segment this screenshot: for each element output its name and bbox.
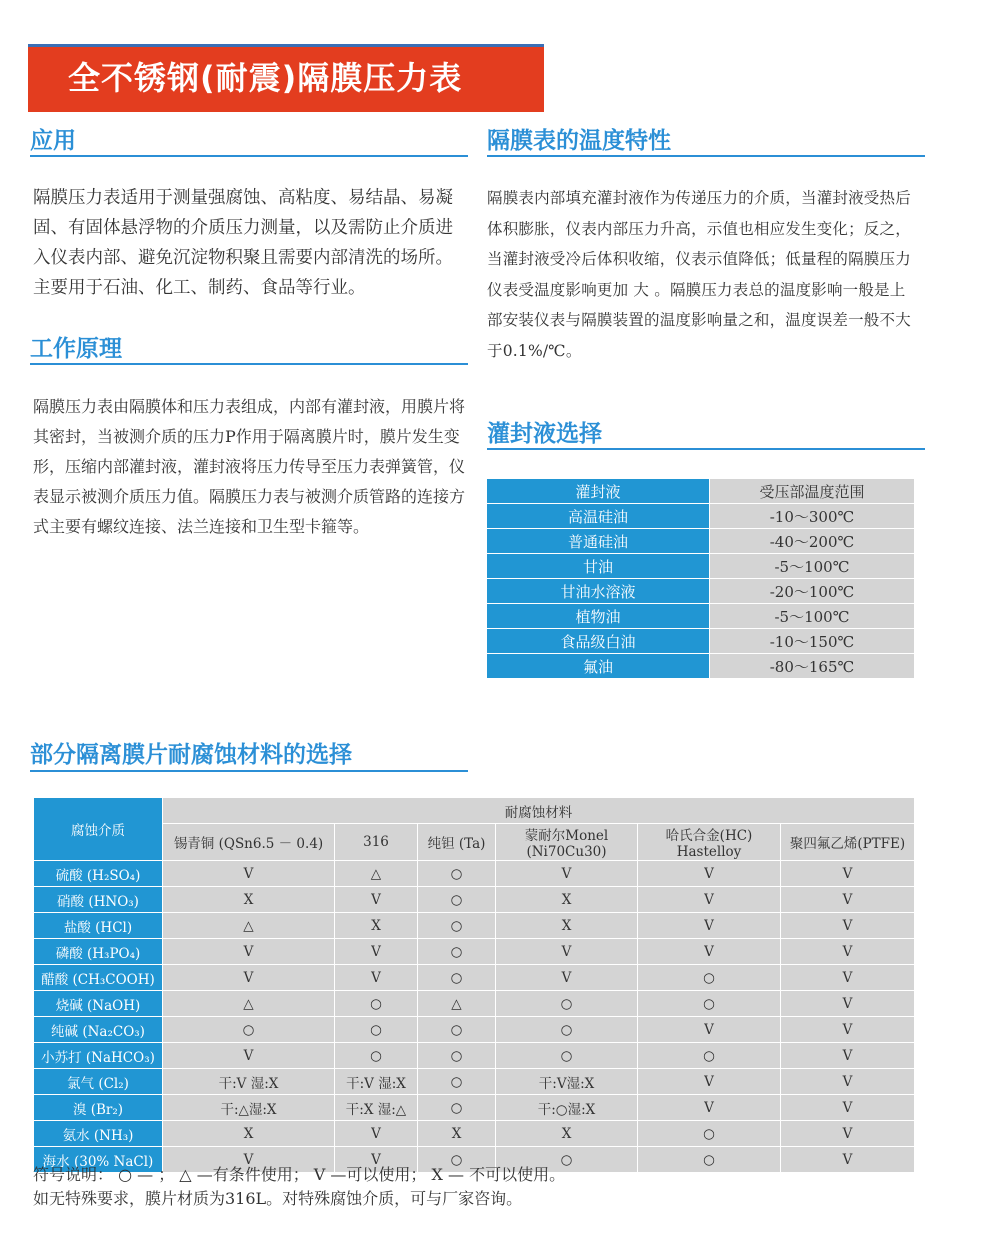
medium-label: 溴 (Br₂) [34, 1095, 163, 1121]
table-row [34, 861, 915, 887]
table-header-row [34, 798, 915, 824]
column-header-row [34, 824, 915, 861]
fill-fluid-heading: 灌封液选择 [487, 423, 925, 450]
rating-cell: X [163, 887, 335, 913]
rating-cell: ○ [335, 1017, 418, 1043]
rating-cell: ○ [418, 939, 496, 965]
table-row [34, 887, 915, 913]
rating-cell: V [638, 1017, 781, 1043]
rating-cell: V [163, 939, 335, 965]
rating-cell: △ [163, 991, 335, 1017]
rating-cell: V [781, 991, 915, 1017]
page-title: 全不锈钢(耐震)隔膜压力表 [68, 59, 463, 97]
rating-cell: V [781, 1043, 915, 1069]
rating-cell: ○ [638, 965, 781, 991]
rating-cell: V [496, 965, 638, 991]
rating-cell: V [781, 1069, 915, 1095]
column-header: 锡青铜 (QSn6.5 － 0.4) [163, 824, 335, 861]
rating-cell: V [335, 1147, 418, 1173]
rating-cell: ○ [418, 887, 496, 913]
principle-text: 隔膜压力表由隔膜体和压力表组成，内部有灌封液，用膜片将其密封，当被测介质的压力P作用于隔离膜片时，膜片发生变形，压缩内部灌封液，灌封液将压力传导至压力表弹簧管，仪表显示被测介质压力值。隔膜压力表与被测介质管路的连接方式主要有螺纹连接、法兰连接和卫生型卡箍等。 [33, 397, 466, 536]
rating-cell: V [638, 1095, 781, 1121]
fluid-range: -5～100℃ [710, 554, 915, 579]
rating-cell: △ [163, 913, 335, 939]
header-cell: 受压部温度范围 [710, 479, 915, 504]
column-header: 蒙耐尔Monel (Ni70Cu30) [496, 824, 638, 861]
temperature-heading: 隔膜表的温度特性 [487, 130, 925, 157]
medium-label: 醋酸 (CH₃COOH) [34, 965, 163, 991]
rating-cell: 干:X 湿:△ [335, 1095, 418, 1121]
fluid-name: 普通硅油 [487, 529, 710, 554]
fluid-name: 氟油 [487, 654, 710, 679]
rating-cell: V [638, 861, 781, 887]
fill-fluid-table [486, 478, 915, 679]
medium-label: 盐酸 (HCl) [34, 913, 163, 939]
rating-cell: ○ [418, 1017, 496, 1043]
rating-cell: ○ [496, 991, 638, 1017]
table-row [34, 1095, 915, 1121]
fluid-name: 甘油 [487, 554, 710, 579]
rating-cell: ○ [496, 1043, 638, 1069]
rating-cell: ○ [418, 1147, 496, 1173]
medium-label: 烧碱 (NaOH) [34, 991, 163, 1017]
rating-cell: ○ [335, 1043, 418, 1069]
table-row [34, 1069, 915, 1095]
rating-cell: ○ [335, 991, 418, 1017]
table-row [34, 1017, 915, 1043]
rating-cell: ○ [638, 1121, 781, 1147]
rating-cell: ○ [496, 1147, 638, 1173]
rating-cell: V [163, 965, 335, 991]
rating-cell: 干:V湿:X [496, 1069, 638, 1095]
rating-cell: ○ [638, 1043, 781, 1069]
rating-cell: X [496, 887, 638, 913]
fluid-range: -80～165℃ [710, 654, 915, 679]
rating-cell: ○ [638, 1147, 781, 1173]
fluid-name: 植物油 [487, 604, 710, 629]
rating-cell: X [163, 1121, 335, 1147]
rating-cell: V [781, 861, 915, 887]
title-banner [28, 44, 544, 112]
fluid-range: -40～200℃ [710, 529, 915, 554]
medium-label: 硝酸 (HNO₃) [34, 887, 163, 913]
column-header: 纯钽 (Ta) [418, 824, 496, 861]
table-row [34, 913, 915, 939]
application-heading: 应用 [30, 130, 468, 157]
fluid-name: 高温硅油 [487, 504, 710, 529]
materials-table [33, 797, 915, 1173]
fluid-name: 食品级白油 [487, 629, 710, 654]
table-row [487, 579, 915, 604]
application-text: 隔膜压力表适用于测量强腐蚀、高粘度、易结晶、易凝固、有固体悬浮物的介质压力测量，以及需防止介质进入仪表内部、避免沉淀物积聚且需要内部清洗的场所。主要用于石油、化工、制药、食品等行业。 [33, 188, 453, 298]
table-row [487, 529, 915, 554]
rating-cell: V [335, 1121, 418, 1147]
rating-cell: X [335, 913, 418, 939]
rating-cell: V [335, 939, 418, 965]
rating-cell: V [781, 913, 915, 939]
fluid-range: -5～100℃ [710, 604, 915, 629]
medium-label: 氯气 (Cl₂) [34, 1069, 163, 1095]
rating-cell: V [163, 1043, 335, 1069]
group-label: 耐腐蚀材料 [163, 798, 915, 824]
medium-label: 海水 (30% NaCl) [34, 1147, 163, 1173]
temperature-text: 隔膜表内部填充灌封液作为传递压力的介质，当灌封液受热后体积膨胀，仪表内部压力升高，示值也相应发生变化；反之，当灌封液受冷后体积收缩，仪表示值降低；低量程的隔膜压力仪表受温度影响更加 大 。隔膜压力表总的温度影响一般是上部安装仪表与隔膜装置的温度影响量之和，温度误差一般不大于0.1%/℃。 [487, 189, 911, 360]
rating-cell: 干:○湿:X [496, 1095, 638, 1121]
corner-label: 腐蚀介质 [34, 798, 163, 861]
header-cell: 灌封液 [487, 479, 710, 504]
rating-cell: V [781, 965, 915, 991]
rating-cell: V [638, 1069, 781, 1095]
rating-cell: ○ [418, 913, 496, 939]
medium-label: 氨水 (NH₃) [34, 1121, 163, 1147]
table-row [34, 991, 915, 1017]
rating-cell: V [638, 913, 781, 939]
rating-cell: V [781, 1147, 915, 1173]
column-header: 哈氏合金(HC) Hastelloy [638, 824, 781, 861]
table-row [34, 939, 915, 965]
rating-cell: △ [418, 991, 496, 1017]
rating-cell: V [781, 939, 915, 965]
medium-label: 纯碱 (Na₂CO₃) [34, 1017, 163, 1043]
table-row [487, 629, 915, 654]
rating-cell: V [638, 887, 781, 913]
rating-cell: X [418, 1121, 496, 1147]
rating-cell: ○ [163, 1017, 335, 1043]
table-row [487, 654, 915, 679]
rating-cell: X [496, 1121, 638, 1147]
rating-cell: V [496, 939, 638, 965]
materials-heading: 部分隔离膜片耐腐蚀材料的选择 [30, 744, 468, 772]
column-header: 316 [335, 824, 418, 861]
table-row [34, 965, 915, 991]
rating-cell: ○ [638, 991, 781, 1017]
table-row [487, 604, 915, 629]
fluid-range: -20～100℃ [710, 579, 915, 604]
rating-cell: V [496, 861, 638, 887]
footer-note: 如无特殊要求，膜片材质为316L。对特殊腐蚀介质，可与厂家咨询。 [33, 1189, 523, 1208]
medium-label: 硫酸 (H₂SO₄) [34, 861, 163, 887]
rating-cell: X [496, 913, 638, 939]
rating-cell: V [781, 887, 915, 913]
rating-cell: V [781, 1017, 915, 1043]
rating-cell: V [638, 939, 781, 965]
column-header: 聚四氟乙烯(PTFE) [781, 824, 915, 861]
principle-heading: 工作原理 [30, 338, 468, 365]
rating-cell: V [781, 1121, 915, 1147]
rating-cell: ○ [418, 1095, 496, 1121]
medium-label: 磷酸 (H₃PO₄) [34, 939, 163, 965]
table-row [34, 1121, 915, 1147]
rating-cell: V [335, 887, 418, 913]
fluid-name: 甘油水溶液 [487, 579, 710, 604]
rating-cell: ○ [418, 965, 496, 991]
fluid-range: -10～300℃ [710, 504, 915, 529]
rating-cell: ○ [496, 1017, 638, 1043]
rating-cell: 干:△湿:X [163, 1095, 335, 1121]
rating-cell: ○ [418, 861, 496, 887]
rating-cell: V [335, 965, 418, 991]
rating-cell: V [163, 861, 335, 887]
rating-cell: V [163, 1147, 335, 1173]
rating-cell: △ [335, 861, 418, 887]
table-header-row [487, 479, 915, 504]
rating-cell: 干:V 湿:X [335, 1069, 418, 1095]
rating-cell: 干:V 湿:X [163, 1069, 335, 1095]
medium-label: 小苏打 (NaHCO₃) [34, 1043, 163, 1069]
fluid-range: -10～150℃ [710, 629, 915, 654]
rating-cell: V [781, 1095, 915, 1121]
table-row [34, 1043, 915, 1069]
legend-note: 符号说明： ○ — ； △ —有条件使用； V —可以使用； X — 不可以使用。 [33, 1165, 566, 1184]
table-row [487, 504, 915, 529]
table-row [487, 554, 915, 579]
rating-cell: ○ [418, 1069, 496, 1095]
rating-cell: ○ [418, 1043, 496, 1069]
